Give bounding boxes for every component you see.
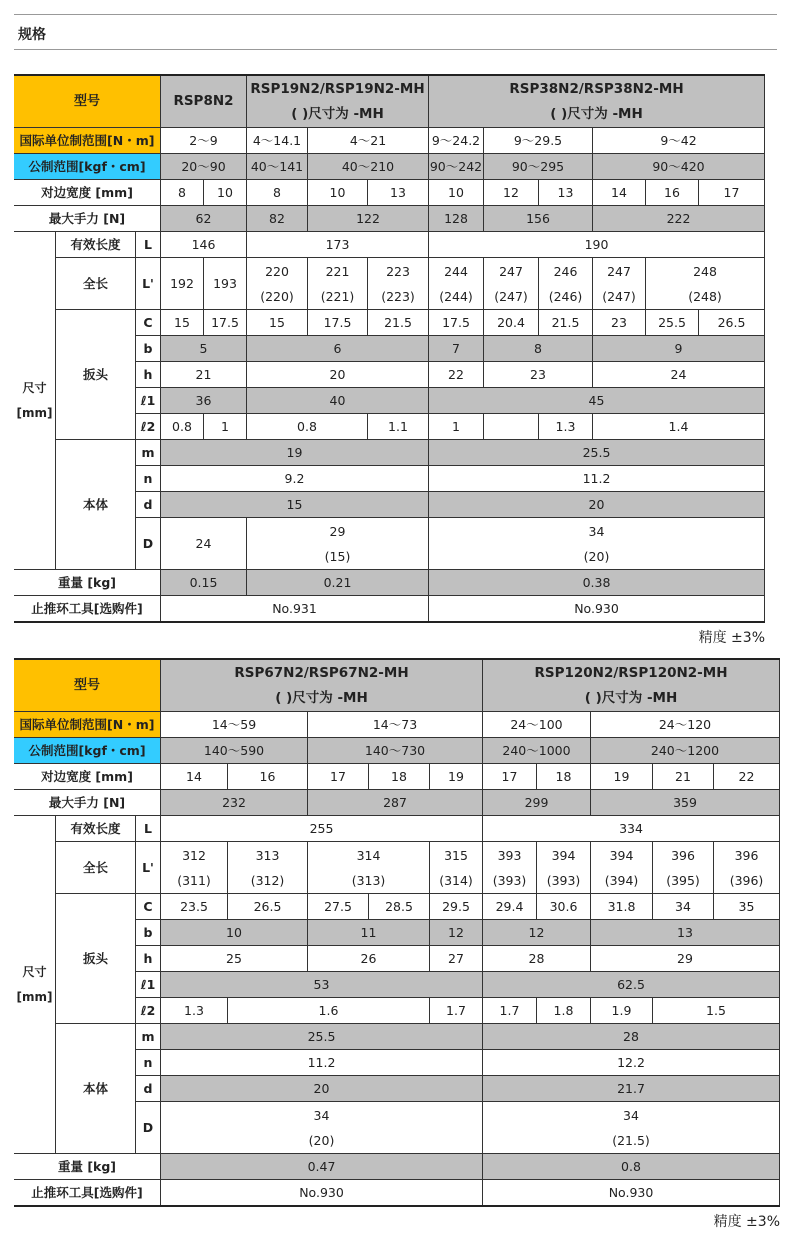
table-cell: No.931	[161, 596, 429, 622]
table-cell: 30.6	[537, 894, 591, 920]
table-cell: 8	[484, 336, 593, 362]
table-cell: 1.1	[368, 414, 429, 440]
table-cell: 396 (395)	[653, 842, 714, 894]
table-cell: 90～295	[484, 154, 593, 180]
table-cell: 29	[591, 946, 780, 972]
table-cell: 28.5	[369, 894, 430, 920]
table-cell: 140～730	[308, 738, 483, 764]
table-cell: 223 (223)	[368, 258, 429, 310]
table-cell: 193	[204, 258, 247, 310]
row-label: 公制范围[kgf・cm]	[14, 154, 161, 180]
table-cell: 20～90	[161, 154, 247, 180]
table-cell: 82	[247, 206, 308, 232]
table-cell: 21	[653, 764, 714, 790]
table-cell: 15	[161, 492, 429, 518]
dimension-symbol: ℓ1	[136, 972, 161, 998]
table-cell: 15	[247, 310, 308, 336]
row-label: 公制范围[kgf・cm]	[14, 738, 161, 764]
dimension-symbol: ℓ1	[136, 388, 161, 414]
table-cell: 0.8	[483, 1154, 780, 1180]
row-label: 型号	[14, 76, 161, 128]
table-cell: 26	[308, 946, 430, 972]
table-cell: 13	[368, 180, 429, 206]
model-header: RSP38N2/RSP38N2-MH ( )尺寸为 -MH	[429, 76, 765, 128]
table-cell: 11.2	[429, 466, 765, 492]
table-cell: 1.7	[430, 998, 483, 1024]
table-cell: 9.2	[161, 466, 429, 492]
table-cell: 1.3	[161, 998, 228, 1024]
model-header: RSP67N2/RSP67N2-MH ( )尺寸为 -MH	[161, 660, 483, 712]
dimension-symbol: D	[136, 1102, 161, 1154]
table-cell: 16	[228, 764, 308, 790]
table-cell: 247 (247)	[593, 258, 646, 310]
spec-table-2	[14, 660, 780, 1206]
table-cell: No.930	[161, 1180, 483, 1206]
table-cell: 18	[537, 764, 591, 790]
dimension-symbol: L'	[136, 842, 161, 894]
table-cell	[484, 414, 539, 440]
sub-group-label: 本体	[56, 1024, 136, 1154]
table-cell: 1.5	[653, 998, 780, 1024]
table-cell: 244 (244)	[429, 258, 484, 310]
table-cell: 21.5	[368, 310, 429, 336]
table-cell: 40	[247, 388, 429, 414]
dimension-symbol: n	[136, 466, 161, 492]
table-cell: 18	[369, 764, 430, 790]
table-cell: 1.4	[593, 414, 765, 440]
dimension-symbol: D	[136, 518, 161, 570]
table-cell: 25.5	[646, 310, 699, 336]
sub-group-label: 本体	[56, 440, 136, 570]
table-cell: 25	[161, 946, 308, 972]
table-cell: 146	[161, 232, 247, 258]
dimension-symbol: b	[136, 336, 161, 362]
table-cell: 34 (21.5)	[483, 1102, 780, 1154]
table-cell: 14～59	[161, 712, 308, 738]
table-bottom-rule	[14, 1205, 780, 1207]
table-cell: 28	[483, 946, 591, 972]
table-cell: 394 (393)	[537, 842, 591, 894]
table-cell: 20	[429, 492, 765, 518]
table-cell: 312 (311)	[161, 842, 228, 894]
table-cell: 21.7	[483, 1076, 780, 1102]
table-cell: 16	[646, 180, 699, 206]
row-label: 止推环工具[选购件]	[14, 1180, 161, 1206]
table-cell: 12	[484, 180, 539, 206]
table-cell: 35	[714, 894, 780, 920]
dimension-symbol: m	[136, 440, 161, 466]
table-cell: 287	[308, 790, 483, 816]
table-cell: 19	[161, 440, 429, 466]
row-label: 国际单位制范围[N・m]	[14, 712, 161, 738]
table-cell: 394 (394)	[591, 842, 653, 894]
table-cell: 17	[699, 180, 765, 206]
table-cell: 40～141	[247, 154, 308, 180]
dimension-symbol: ℓ2	[136, 414, 161, 440]
table-cell: No.930	[429, 596, 765, 622]
table-cell: 27	[430, 946, 483, 972]
table-cell: 4～14.1	[247, 128, 308, 154]
table-cell: 246 (246)	[539, 258, 593, 310]
table-cell: 0.15	[161, 570, 247, 596]
dimension-symbol: L	[136, 232, 161, 258]
table-cell: 140～590	[161, 738, 308, 764]
dimension-group-label: 尺寸 [mm]	[14, 816, 56, 1154]
row-label: 型号	[14, 660, 161, 712]
table-cell: 7	[429, 336, 484, 362]
table-cell: 20.4	[484, 310, 539, 336]
table-cell: 122	[308, 206, 429, 232]
table-cell: 1.9	[591, 998, 653, 1024]
table-cell: 17.5	[204, 310, 247, 336]
table-cell: 40～210	[308, 154, 429, 180]
table-cell: 10	[308, 180, 368, 206]
table-cell: 10	[204, 180, 247, 206]
table-cell: 5	[161, 336, 247, 362]
dimension-symbol: d	[136, 1076, 161, 1102]
table-cell: 28	[483, 1024, 780, 1050]
sub-group-label: 全长	[56, 842, 136, 894]
table-cell: 221 (221)	[308, 258, 368, 310]
table-cell: No.930	[483, 1180, 780, 1206]
sub-group-label: 有效长度	[56, 232, 136, 258]
sub-group-label: 扳头	[56, 894, 136, 1024]
table-cell: 255	[161, 816, 483, 842]
table-cell: 9～29.5	[484, 128, 593, 154]
table-cell: 393 (393)	[483, 842, 537, 894]
table-cell: 240～1000	[483, 738, 591, 764]
table-cell: 13	[539, 180, 593, 206]
table-cell: 334	[483, 816, 780, 842]
table-cell: 1.7	[483, 998, 537, 1024]
dimension-symbol: h	[136, 946, 161, 972]
table-cell: 34	[653, 894, 714, 920]
table-cell: 222	[593, 206, 765, 232]
table-cell: 396 (396)	[714, 842, 780, 894]
precision-note-2: 精度 ±3%	[713, 1214, 780, 1230]
table-cell: 11.2	[161, 1050, 483, 1076]
table-cell: 9～42	[593, 128, 765, 154]
table-cell: 299	[483, 790, 591, 816]
table-cell: 25.5	[161, 1024, 483, 1050]
table-cell: 9～24.2	[429, 128, 484, 154]
row-label: 止推环工具[选购件]	[14, 596, 161, 622]
table-cell: 220 (220)	[247, 258, 308, 310]
table-cell: 21.5	[539, 310, 593, 336]
table-cell: 0.38	[429, 570, 765, 596]
dimension-symbol: m	[136, 1024, 161, 1050]
table-cell: 14～73	[308, 712, 483, 738]
table-cell: 313 (312)	[228, 842, 308, 894]
table-cell: 17	[483, 764, 537, 790]
table-cell: 0.47	[161, 1154, 483, 1180]
model-header: RSP8N2	[161, 76, 247, 128]
table-cell: 190	[429, 232, 765, 258]
table-cell: 20	[161, 1076, 483, 1102]
dimension-symbol: C	[136, 894, 161, 920]
table-cell: 31.8	[591, 894, 653, 920]
table-cell: 90～420	[593, 154, 765, 180]
table-cell: 90～242	[429, 154, 484, 180]
dimension-symbol: b	[136, 920, 161, 946]
dimension-symbol: h	[136, 362, 161, 388]
row-label: 重量 [kg]	[14, 570, 161, 596]
table-cell: 0.21	[247, 570, 429, 596]
dimension-symbol: d	[136, 492, 161, 518]
dimension-symbol: L	[136, 816, 161, 842]
sub-group-label: 扳头	[56, 310, 136, 440]
table-cell: 34 (20)	[429, 518, 765, 570]
table-cell: 19	[430, 764, 483, 790]
table-cell: 173	[247, 232, 429, 258]
row-label: 最大手力 [N]	[14, 790, 161, 816]
table-cell: 26.5	[699, 310, 765, 336]
table-cell: 13	[591, 920, 780, 946]
table-cell: 34 (20)	[161, 1102, 483, 1154]
table-bottom-rule	[14, 621, 765, 623]
table-cell: 21	[161, 362, 247, 388]
sub-group-label: 全长	[56, 258, 136, 310]
dimension-symbol: n	[136, 1050, 161, 1076]
table-cell: 29.5	[430, 894, 483, 920]
table-cell: 10	[161, 920, 308, 946]
table-cell: 1	[429, 414, 484, 440]
table-cell: 23	[484, 362, 593, 388]
table-cell: 1.6	[228, 998, 430, 1024]
page-title: 规格	[18, 27, 46, 43]
table-cell: 2～9	[161, 128, 247, 154]
table-cell: 248 (248)	[646, 258, 765, 310]
dimension-symbol: ℓ2	[136, 998, 161, 1024]
table-cell: 4～21	[308, 128, 429, 154]
row-label: 对边宽度 [mm]	[14, 180, 161, 206]
table-cell: 12	[483, 920, 591, 946]
table-cell: 359	[591, 790, 780, 816]
table-cell: 29.4	[483, 894, 537, 920]
table-cell: 14	[161, 764, 228, 790]
table-cell: 20	[247, 362, 429, 388]
row-label: 国际单位制范围[N・m]	[14, 128, 161, 154]
table-cell: 0.8	[161, 414, 204, 440]
table-cell: 27.5	[308, 894, 369, 920]
table-cell: 11	[308, 920, 430, 946]
table-cell: 62	[161, 206, 247, 232]
table-cell: 24～100	[483, 712, 591, 738]
table-cell: 247 (247)	[484, 258, 539, 310]
table-cell: 17	[308, 764, 369, 790]
table-cell: 14	[593, 180, 646, 206]
table-cell: 12	[430, 920, 483, 946]
table-cell: 1.3	[539, 414, 593, 440]
table-cell: 12.2	[483, 1050, 780, 1076]
page-header	[14, 14, 777, 50]
row-label: 重量 [kg]	[14, 1154, 161, 1180]
table-cell: 6	[247, 336, 429, 362]
table-cell: 156	[484, 206, 593, 232]
model-header: RSP19N2/RSP19N2-MH ( )尺寸为 -MH	[247, 76, 429, 128]
sub-group-label: 有效长度	[56, 816, 136, 842]
table-cell: 53	[161, 972, 483, 998]
table-cell: 8	[247, 180, 308, 206]
table-cell: 17.5	[429, 310, 484, 336]
table-cell: 24	[593, 362, 765, 388]
table-cell: 15	[161, 310, 204, 336]
spec-table-1	[14, 76, 765, 622]
table-cell: 1	[204, 414, 247, 440]
precision-note-1: 精度 ±3%	[698, 630, 765, 646]
table-cell: 192	[161, 258, 204, 310]
table-cell: 62.5	[483, 972, 780, 998]
row-label: 对边宽度 [mm]	[14, 764, 161, 790]
table-cell: 26.5	[228, 894, 308, 920]
table-cell: 24	[161, 518, 247, 570]
table-cell: 22	[429, 362, 484, 388]
dimension-symbol: L'	[136, 258, 161, 310]
row-label: 最大手力 [N]	[14, 206, 161, 232]
table-cell: 314 (313)	[308, 842, 430, 894]
table-cell: 25.5	[429, 440, 765, 466]
table-cell: 23.5	[161, 894, 228, 920]
table-cell: 22	[714, 764, 780, 790]
table-cell: 8	[161, 180, 204, 206]
dimension-symbol: C	[136, 310, 161, 336]
table-cell: 45	[429, 388, 765, 414]
table-cell: 29 (15)	[247, 518, 429, 570]
table-cell: 240～1200	[591, 738, 780, 764]
table-cell: 36	[161, 388, 247, 414]
table-cell: 315 (314)	[430, 842, 483, 894]
table-cell: 19	[591, 764, 653, 790]
table-cell: 0.8	[247, 414, 368, 440]
table-cell: 128	[429, 206, 484, 232]
table-cell: 232	[161, 790, 308, 816]
table-cell: 17.5	[308, 310, 368, 336]
table-cell: 10	[429, 180, 484, 206]
table-cell: 24～120	[591, 712, 780, 738]
table-cell: 1.8	[537, 998, 591, 1024]
table-cell: 23	[593, 310, 646, 336]
table-cell: 9	[593, 336, 765, 362]
model-header: RSP120N2/RSP120N2-MH ( )尺寸为 -MH	[483, 660, 780, 712]
dimension-group-label: 尺寸 [mm]	[14, 232, 56, 570]
